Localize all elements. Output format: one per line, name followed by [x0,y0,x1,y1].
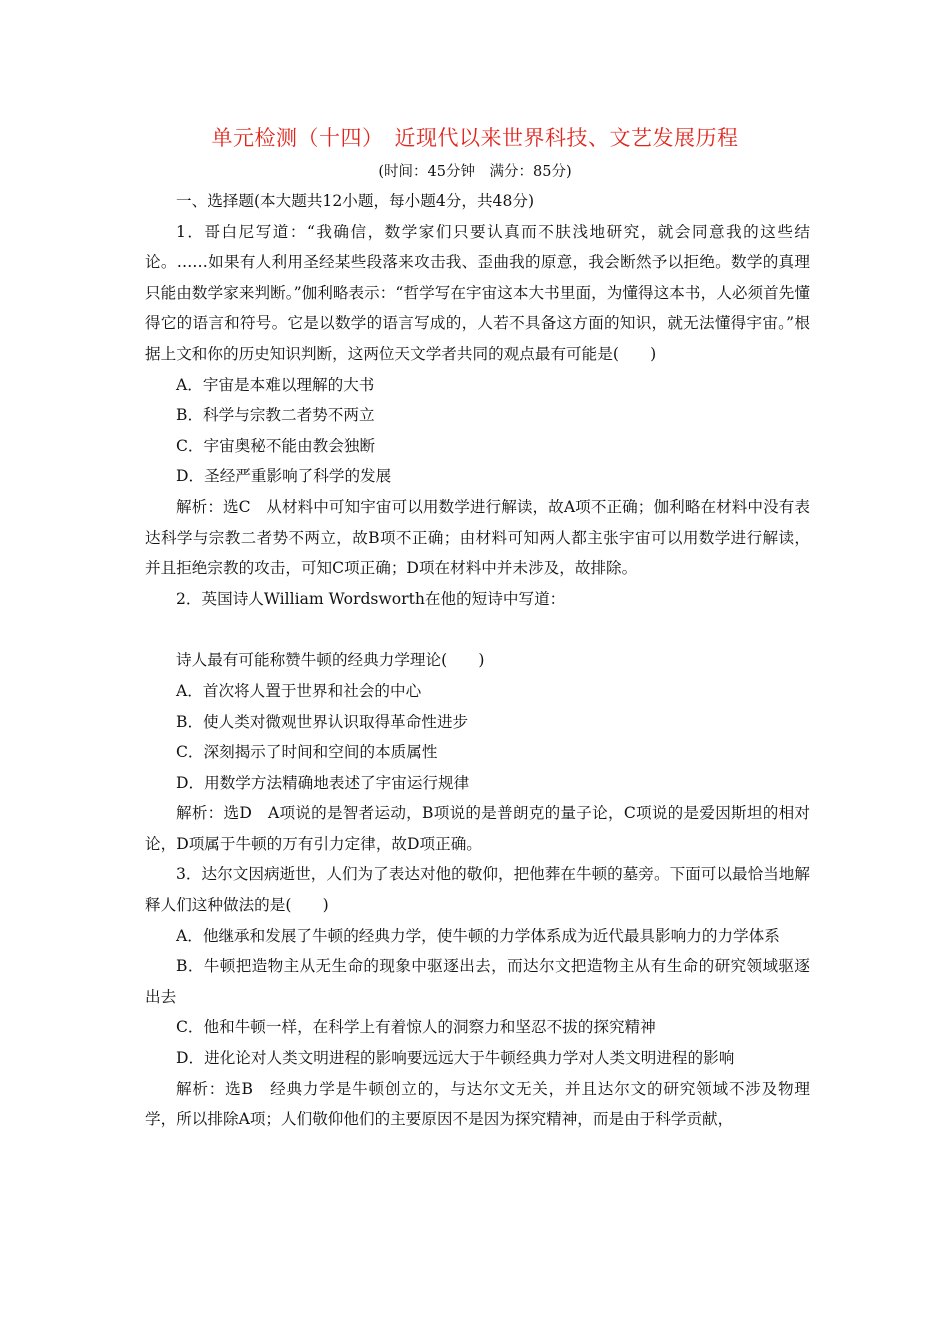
document-body [145,186,810,1135]
exam-info: (时间：45分钟 满分：85分) [378,164,572,180]
page-title: 单元检测（十四） 近现代以来世界科技、文艺发展历程 [211,126,739,150]
question-1-option-d: D．圣经严重影响了科学的发展 [176,467,392,486]
question-1-option-c: C．宇宙奥秘不能由教会独断 [176,436,376,455]
question-3-option-b: B．牛顿把造物主从无生命的现象中驱逐出去，而达尔文把造物主从有生命的研究领域驱逐出去 [145,957,810,1006]
question-3-stem: 3．达尔文因病逝世，人们为了表达对他的敬仰，把他葬在牛顿的墓旁。下面可以最恰当地解释人们这种做法的是( ) [145,865,810,915]
question-1-analysis: 解析：选C 从材料中可知宇宙可以用数学进行解读，故A项不正确；伽利略在材料中没有表达科学与宗教二者势不两立，故B项不正确；由材料可知两人都主张宇宙可以用数学进行解读，并且拒绝宗教的攻击，可知C项正确；D项在材料中并未涉及，故排除。 [145,497,810,578]
question-2-question: 诗人最有可能称赞牛顿的经典力学理论( ) [176,651,485,670]
question-2-option-d: D．用数学方法精确地表述了宇宙运行规律 [176,773,470,792]
question-3-option-d: D．进化论对人类文明进程的影响要远远大于牛顿经典力学对人类文明进程的影响 [176,1049,735,1068]
question-3-option-c: C．他和牛顿一样，在科学上有着惊人的洞察力和坚忍不拔的探究精神 [176,1018,656,1037]
question-3-option-a: A．他继承和发展了牛顿的经典力学，使牛顿的力学体系成为近代最具影响力的力学体系 [176,926,780,945]
question-2-option-a: A．首次将人置于世界和社会的中心 [176,681,422,700]
section-heading: 一、选择题(本大题共12小题，每小题4分，共48分) [176,192,535,210]
question-3-analysis: 解析：选B 经典力学是牛顿创立的，与达尔文无关，并且达尔文的研究领域不涉及物理学，所以排除A项；人们敬仰他们的主要原因不是因为探究精神，而是由于科学贡献， [145,1079,810,1129]
question-2-option-b: B．使人类对微观世界认识取得革命性进步 [176,712,469,731]
question-2-stem: 2．英国诗人William Wordsworth在他的短诗中写道： [176,589,566,608]
question-1-option-a: A．宇宙是本难以理解的大书 [176,375,375,394]
question-1-option-b: B．科学与宗教二者势不两立 [176,406,375,425]
question-1-stem: 1．哥白尼写道：“我确信，数学家们只要认真而不肤浅地研究，就会同意我的这些结论。……如果有人利用圣经某些段落来攻击我、歪曲我的原意，我会断然予以拒绝。数学的真理只能由数学家来判断。”伽利略表示：“哲学写在宇宙这本大书里面，为懂得这本书，人必须首先懂得它的语言和符号。它是以数学的语言写成的，人若不具备这方面的知识，就无法懂得宇宙。”根据上文和你的历史知识判断，这两位天文学者共同的观点最有可能是( ) [145,222,810,363]
question-2-option-c: C．深刻揭示了时间和空间的本质属性 [176,743,438,762]
question-2-analysis: 解析：选D A项说的是智者运动，B项说的是普朗克的量子论，C项说的是爱因斯坦的相对论，D项属于牛顿的万有引力定律，故D项正确。 [145,804,810,853]
poem-blank-space [145,614,810,645]
